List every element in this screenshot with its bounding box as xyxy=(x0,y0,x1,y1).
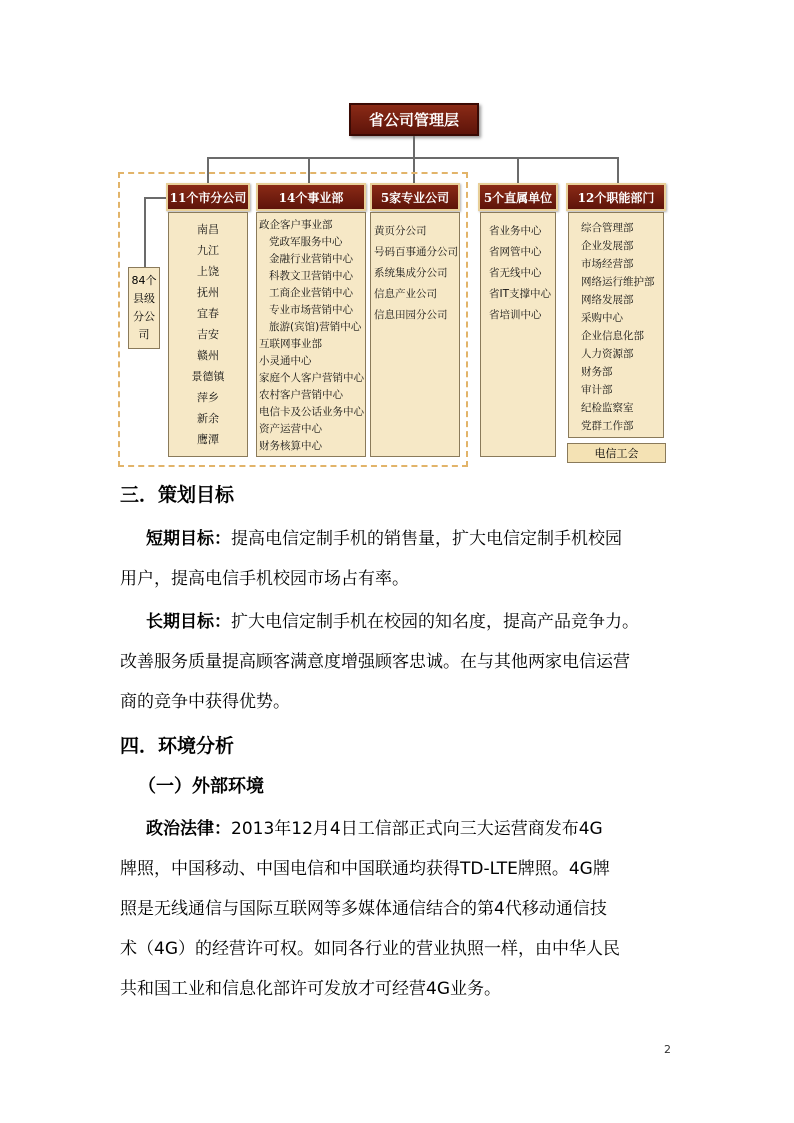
list-item: 九江 xyxy=(197,244,219,257)
org-chart xyxy=(0,0,794,480)
list-item: 省IT支撑中心 xyxy=(489,288,552,300)
list-item: 工商企业营销中心 xyxy=(269,287,353,299)
list-item: 萍乡 xyxy=(197,391,219,404)
section-3-heading: 三．策划目标 xyxy=(120,484,235,506)
list-item: 省无线中心 xyxy=(489,267,542,279)
county-label-line: 分公 xyxy=(133,310,155,323)
list-item: 党政军服务中心 xyxy=(269,236,343,248)
county-branches-box xyxy=(128,267,160,349)
list-item: 人力资源部 xyxy=(581,348,634,360)
list-item: 鹰潭 xyxy=(197,433,219,446)
list-business-units xyxy=(256,212,366,457)
section-4-heading: 四．环境分析 xyxy=(120,735,235,757)
political-paragraph-line3: 照是无线通信与国际互联网等多媒体通信结合的第4代移动通信技 xyxy=(120,899,607,919)
subsection-external-heading: （一）外部环境 xyxy=(138,776,264,797)
list-item: 企业信息化部 xyxy=(581,330,644,342)
list-item: 资产运营中心 xyxy=(259,423,322,435)
list-item: 专业市场营销中心 xyxy=(269,304,353,316)
list-item: 金融行业营销中心 xyxy=(269,253,353,265)
union-box: 电信工会 xyxy=(567,443,666,463)
list-item: 信息产业公司 xyxy=(374,288,437,300)
list-item: 财务部 xyxy=(581,366,613,378)
list-item: 科教文卫营销中心 xyxy=(269,270,353,282)
header-professional-companies: 5家专业公司 xyxy=(370,183,460,211)
list-item: 市场经营部 xyxy=(581,258,634,270)
political-paragraph-line4: 术（4G）的经营许可权。如同各行业的营业执照一样，由中华人民 xyxy=(120,939,620,959)
list-item: 抚州 xyxy=(197,286,219,299)
short-term-label: 短期目标： xyxy=(146,529,231,549)
political-paragraph-line1 xyxy=(146,814,706,839)
list-item: 黄页分公司 xyxy=(374,225,427,237)
list-item: 吉安 xyxy=(197,328,219,341)
political-paragraph-line2: 牌照，中国移动、中国电信和中国联通均获得TD-LTE牌照。4G牌 xyxy=(120,859,610,879)
list-item: 互联网事业部 xyxy=(259,338,322,350)
list-item: 省网管中心 xyxy=(489,246,542,258)
list-functional-depts xyxy=(568,212,664,438)
connector xyxy=(617,157,619,183)
long-term-label: 长期目标： xyxy=(146,612,231,632)
long-term-text: 扩大电信定制手机在校园的知名度，提高产品竞争力。 xyxy=(231,612,639,632)
list-item: 采购中心 xyxy=(581,312,623,324)
list-item: 电信卡及公话业务中心 xyxy=(259,406,364,418)
list-item: 小灵通中心 xyxy=(259,355,312,367)
list-item: 宜春 xyxy=(197,307,219,320)
county-label-line: 84个 xyxy=(131,274,157,287)
list-item: 综合管理部 xyxy=(581,222,634,234)
header-city-branches: 11个市分公司 xyxy=(166,183,250,211)
list-item: 网络发展部 xyxy=(581,294,634,306)
connector xyxy=(413,136,415,158)
header-functional-depts: 12个职能部门 xyxy=(566,183,666,211)
list-item: 农村客户营销中心 xyxy=(259,389,343,401)
list-item: 旅游(宾馆)营销中心 xyxy=(269,321,362,333)
list-item: 景德镇 xyxy=(191,370,225,383)
political-text: 2013年12月4日工信部正式向三大运营商发布4G xyxy=(231,819,603,839)
short-term-text: 提高电信定制手机的销售量，扩大电信定制手机校园 xyxy=(231,529,622,549)
list-city-branches xyxy=(168,212,248,457)
list-item: 网络运行维护部 xyxy=(581,276,655,288)
list-item: 省培训中心 xyxy=(489,309,542,321)
list-item: 信息田园分公司 xyxy=(374,309,448,321)
list-direct-units xyxy=(480,212,556,457)
list-item: 南昌 xyxy=(197,223,219,236)
short-term-paragraph-line2: 用户，提高电信手机校园市场占有率。 xyxy=(120,569,409,589)
list-item: 党群工作部 xyxy=(581,420,634,432)
org-top-box: 省公司管理层 xyxy=(349,103,479,136)
political-label: 政治法律： xyxy=(146,819,231,839)
header-business-units: 14个事业部 xyxy=(256,183,366,211)
county-label-line: 司 xyxy=(138,328,150,341)
list-professional-companies xyxy=(370,212,460,457)
list-item: 政企客户事业部 xyxy=(259,219,333,231)
short-term-paragraph-line1 xyxy=(146,524,706,549)
header-direct-units: 5个直属单位 xyxy=(478,183,558,211)
list-item: 省业务中心 xyxy=(489,225,542,237)
list-item: 上饶 xyxy=(197,265,219,278)
list-item: 系统集成分公司 xyxy=(374,267,448,279)
list-item: 号码百事通分公司 xyxy=(374,246,458,258)
list-item: 赣州 xyxy=(197,349,219,362)
list-item: 纪检监察室 xyxy=(581,402,634,414)
long-term-paragraph-line1 xyxy=(146,607,706,632)
county-label-line: 县级 xyxy=(133,292,155,305)
connector xyxy=(517,157,519,183)
list-item: 家庭个人客户营销中心 xyxy=(259,372,364,384)
political-paragraph-line5: 共和国工业和信息化部许可发放才可经营4G业务。 xyxy=(120,979,501,999)
long-term-paragraph-line2: 改善服务质量提高顾客满意度增强顾客忠诚。在与其他两家电信运营 xyxy=(120,652,630,672)
list-item: 企业发展部 xyxy=(581,240,634,252)
list-item: 审计部 xyxy=(581,384,613,396)
long-term-paragraph-line3: 商的竞争中获得优势。 xyxy=(120,692,290,712)
page-number: 2 xyxy=(664,1043,671,1056)
list-item: 财务核算中心 xyxy=(259,440,322,452)
list-item: 新余 xyxy=(197,412,219,425)
